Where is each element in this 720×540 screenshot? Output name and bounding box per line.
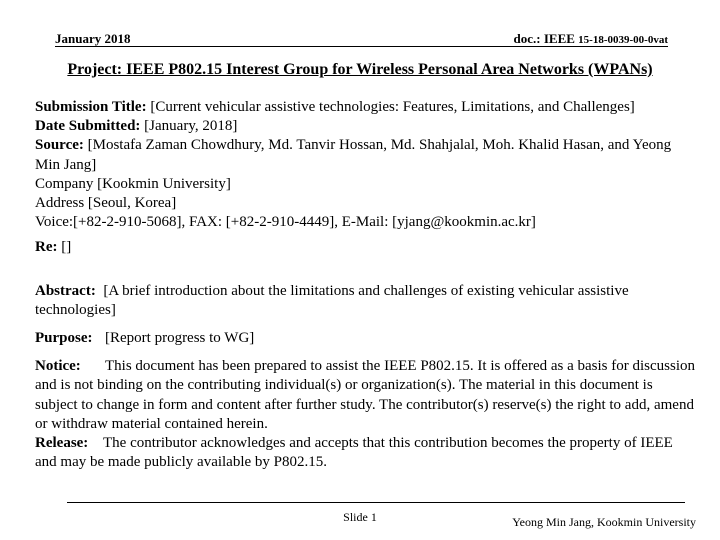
notice-label: Notice: — [35, 358, 81, 375]
date-submitted-label: Date Submitted: — [35, 118, 141, 135]
abstract-label: Abstract: — [35, 282, 96, 299]
footer-author: Yeong Min Jang, Kookmin University — [512, 515, 696, 529]
abstract-line — [35, 282, 695, 320]
notice-text: This document has been prepared to assist the IEEE P802.15. It is offered as a basis for discussion and is not binding on the contributing individual(s) or organization(s). The material in this document is subject to change in form and content after further study. The contributor(s) reserve(s) the right to add, amend or withdraw material contained herein. — [35, 358, 696, 432]
footer-divider — [67, 502, 685, 503]
address-line: Address [Seoul, Korea] — [35, 195, 177, 212]
project-title: Project: IEEE P802.15 Interest Group for Wireless Personal Area Networks (WPANs) — [67, 61, 653, 78]
purpose-text: [Report progress to WG] — [105, 330, 255, 347]
header-date: January 2018 — [55, 31, 131, 46]
slide-body — [35, 98, 695, 472]
source-label: Source: — [35, 137, 84, 154]
company-line: Company [Kookmin University] — [35, 175, 231, 192]
release-text: The contributor acknowledges and accepts that this contribution becomes the property of IEEE and may be made publicly available by P802.15. — [35, 435, 673, 471]
release-label: Release: — [35, 435, 89, 452]
contact-line: Voice:[+82-2-910-5068], FAX: [+82-2-910-4449], E-Mail: [yjang@kookmin.ac.kr] — [35, 214, 536, 231]
header-doc-number: 15-18-0039-00-0vat — [578, 34, 668, 46]
date-submitted-line — [35, 117, 695, 136]
purpose-label: Purpose: — [35, 330, 93, 347]
header-doc-label: doc.: IEEE — [513, 31, 575, 46]
date-submitted-value: [January, 2018] — [144, 118, 238, 135]
purpose-line — [35, 329, 695, 348]
re-line — [35, 238, 695, 257]
slide-number: Slide 1 — [343, 510, 377, 524]
submission-title-line — [35, 98, 695, 117]
notice-paragraph — [35, 357, 695, 434]
header-divider — [55, 46, 668, 47]
submission-title-value: [Current vehicular assistive technologies: Features, Limitations, and Challenges] — [150, 99, 635, 115]
header-doc-id — [514, 31, 668, 47]
source-line — [35, 136, 695, 174]
abstract-text: [A brief introduction about the limitations and challenges of existing vehicular assistive technologies] — [35, 282, 629, 318]
re-label: Re: — [35, 239, 58, 256]
re-value: [] — [61, 239, 72, 256]
submission-title-label: Submission Title: — [35, 99, 147, 115]
source-value: [Mostafa Zaman Chowdhury, Md. Tanvir Hossan, Md. Shahjalal, Moh. Khalid Hasan, and Yeong Min Jang] — [35, 137, 672, 173]
release-paragraph — [35, 434, 695, 472]
